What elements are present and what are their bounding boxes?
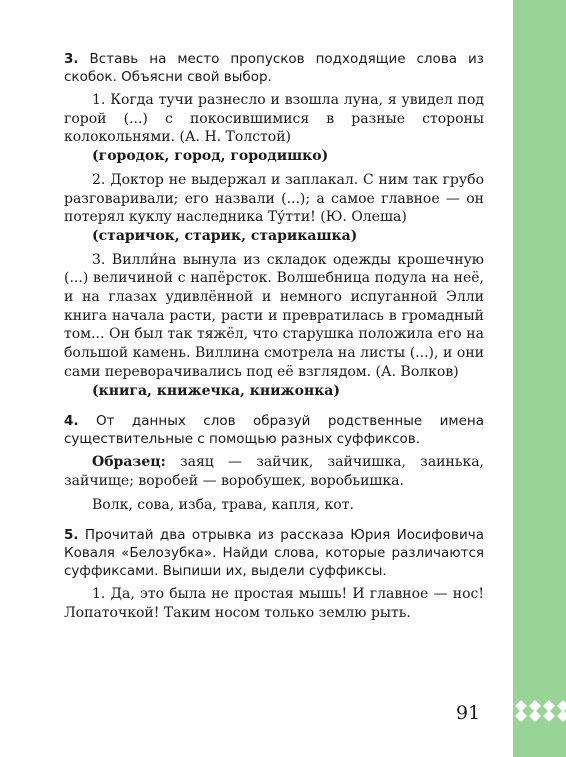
task-3-options-2: (старичок, старик, старикашка) [92,227,358,244]
task-3-example-2: 2. Доктор не выдержал и заплакал. С ним так грубо разговаривали; его назвали (...); а самое главное — он потерял куклу наследника Ту́тти! (Ю. Олеша) [64,171,484,226]
task-4-sample-label: Образец: [92,454,166,471]
task-3-example-1: 1. Когда тучи разнесло и взошла луна, я увидел под горой (...) с покосившимися в разные стороны колокольнями. (А. Н. Толстой) [64,92,484,146]
task-4-sample-text: заяц — зайчик, зайчишка, заинька, зайчище; воробей — воробушек, воробьишка. [64,454,484,489]
zigzag-ornament-icon [513,698,566,724]
task-5-text: Прочитай два отрывка из рассказа Юрия Иосифовича Коваля «Белозубка». Найди слова, которые различаются суффиксами. Выпиши их, выдели суффиксы. [64,527,484,580]
task-5-excerpt-1: 1. Да, это была не простая мышь! И главное — нос! Лопаточкой! Таким носом только землю рыть. [64,586,484,622]
task-4-number: 4. [64,413,79,430]
task-3-options-1: (городок, город, городишко) [92,148,329,165]
task-4-words: Волк, сова, изба, трава, капля, кот. [92,496,354,513]
task-3-instruction [64,50,484,86]
page-number: 91 [456,702,481,724]
page-content [64,50,484,623]
task-3-number: 3. [64,51,79,67]
task-5-number: 5. [64,527,79,544]
task-3-text: Вставь на место пропусков подходящие слова из скобок. Объясни свой выбор. [64,51,484,85]
task-4-text: От данных слов образуй родственные имена существительные с помощью разных суффиксов. [64,413,484,448]
task-3-example-3: 3. Вилли́на вынула из складок одежды крошечную (...) величиной с напёрсток. Волшебница подула на неё, и на глазах удивлённой и немного испуганной Элли книга начала расти, расти и превратилась в громадный том... Он был так тяжёл, что старушка положила его на большой камень. Виллина смотрела на листы (...), и они сами переворачивались под её взглядом. (А. Волков) [64,251,484,380]
side-color-band [513,0,566,757]
task-3-options-3: (книга, книжечка, книжонка) [92,382,340,399]
task-4-sample [64,453,484,490]
task-5-instruction [64,526,484,580]
task-4-instruction [64,412,484,448]
